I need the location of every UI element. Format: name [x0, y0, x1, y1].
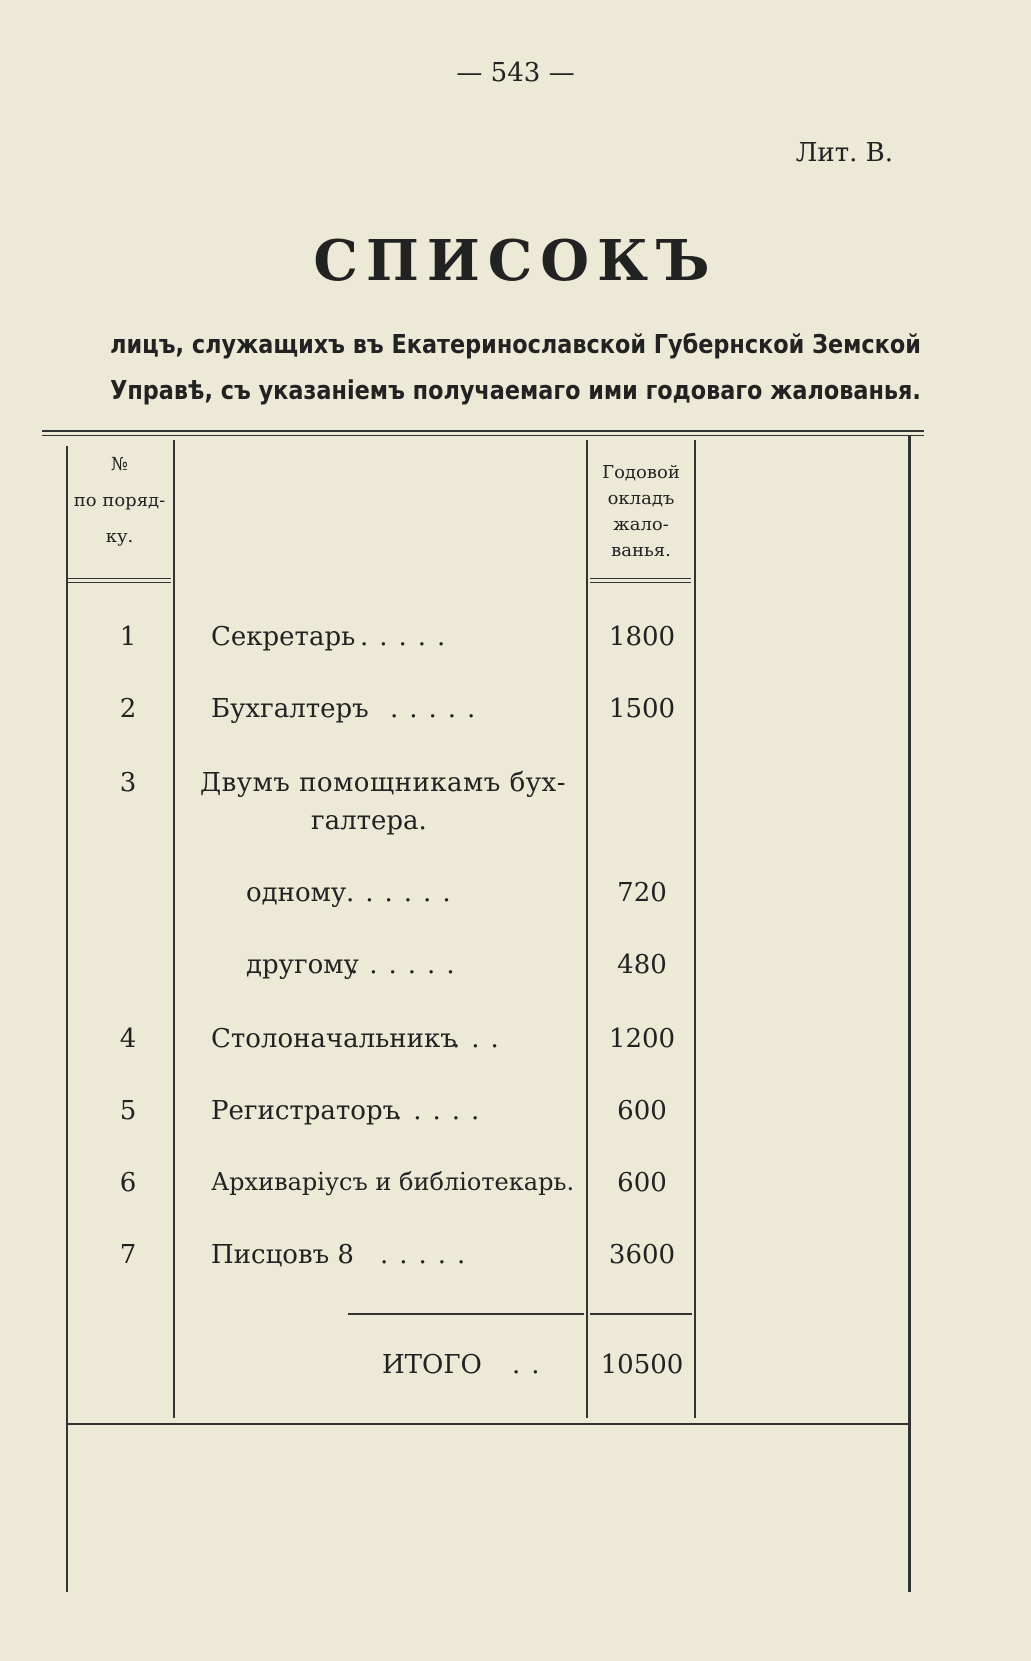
total-leader: ..: [512, 1350, 551, 1380]
sum-rule-label: [348, 1313, 584, 1315]
header-rule-amt-b: [590, 582, 691, 583]
header-salary-line1: Годовой: [602, 462, 680, 483]
row-1-label: Секретарь: [211, 622, 356, 652]
page-number: — 543 —: [456, 58, 575, 88]
col-divider-2: [586, 440, 588, 1418]
row-3-label-line2: галтера.: [311, 806, 427, 836]
row-7-number: 7: [119, 1240, 137, 1270]
row-2-label: Бухгалтеръ: [211, 694, 369, 724]
row-3a-amount: 720: [617, 878, 667, 908]
row-5-number: 5: [119, 1096, 137, 1126]
row-1-leader: .....: [360, 622, 457, 652]
row-6-amount: 600: [617, 1168, 667, 1198]
col-divider-3: [694, 440, 696, 1418]
header-number-line2: по поряд-: [73, 490, 166, 511]
header-salary: [590, 460, 692, 564]
row-5-leader: .....: [394, 1096, 491, 1126]
left-border: [66, 446, 68, 1592]
header-rule-num-b: [68, 582, 171, 583]
header-number: [68, 452, 171, 550]
row-2-leader: .....: [390, 694, 487, 724]
row-1-amount: 1800: [608, 622, 676, 652]
row-5-label: Регистраторъ: [211, 1096, 400, 1126]
header-number-line3: ку.: [105, 526, 134, 547]
row-2-number: 2: [119, 694, 137, 724]
row-3b-amount: 480: [617, 950, 667, 980]
header-rule-num-a: [68, 578, 171, 579]
row-4-number: 4: [119, 1024, 137, 1054]
subtitle-line-2: Управѣ, съ указаніемъ получаемаго ими годоваго жалованья.: [110, 376, 921, 406]
header-rule-amt-a: [590, 578, 691, 579]
header-number-line1: №: [110, 454, 129, 475]
row-1-number: 1: [119, 622, 137, 652]
row-4-amount: 1200: [608, 1024, 676, 1054]
lit-label: Лит. В.: [795, 138, 893, 168]
header-salary-line2: окладъ: [607, 488, 675, 509]
row-3b-label: другому: [246, 950, 359, 980]
row-3-number: 3: [119, 768, 137, 798]
header-salary-line4: ванья.: [611, 540, 671, 561]
row-4-leader: ...: [452, 1024, 510, 1054]
subtitle-line-1: лицъ, служащихъ въ Екатеринославской Губернской Земской: [110, 330, 921, 360]
right-border: [908, 436, 911, 1592]
row-4-label: Столоначальникъ: [211, 1024, 457, 1054]
col-divider-1: [173, 440, 175, 1418]
row-3b-leader: ......: [350, 950, 466, 980]
row-3a-leader: ......: [346, 878, 462, 908]
row-7-amount: 3600: [608, 1240, 676, 1270]
row-7-label: Писцовъ 8: [211, 1240, 354, 1270]
total-amount: 10500: [600, 1350, 684, 1380]
sum-rule-amount: [590, 1313, 692, 1315]
row-3a-label: одному: [246, 878, 347, 908]
header-salary-line3: жало-: [613, 514, 669, 535]
row-2-amount: 1500: [608, 694, 676, 724]
row-6-label: Архиваріусъ и библіотекарь.: [211, 1168, 575, 1196]
total-label: ИТОГО: [382, 1350, 482, 1380]
row-5-amount: 600: [617, 1096, 667, 1126]
document-title: СПИСОКЪ: [313, 228, 718, 294]
top-rule-thin: [42, 435, 924, 436]
row-3-label-line1: Двумъ помощникамъ бух-: [200, 768, 566, 798]
top-rule: [42, 430, 924, 432]
bottom-rule: [68, 1423, 909, 1425]
row-6-number: 6: [119, 1168, 137, 1198]
row-7-leader: .....: [380, 1240, 477, 1270]
